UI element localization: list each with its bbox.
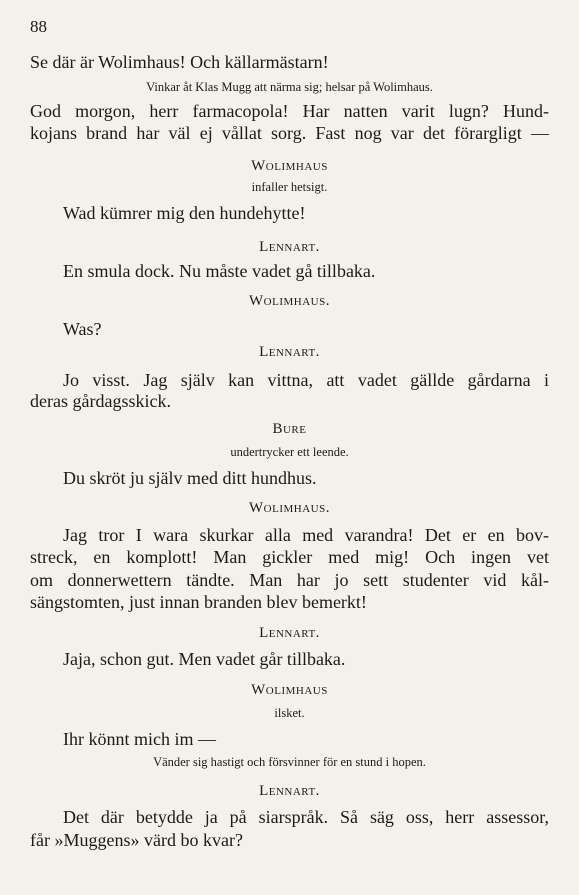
speech-line: Jo visst. Jag själv kan vittna, att vadet gällde gårdarna i (63, 370, 549, 390)
speech-line: får »Muggens» värd bo kvar? (30, 830, 243, 850)
speaker-name: Wolimhaus. (249, 500, 330, 516)
speech-line: Jaja, schon gut. Men vadet går tillbaka. (63, 649, 346, 669)
speech-line: Jag tror I wara skurkar alla med varandra! Det er en bov- (63, 525, 549, 545)
speaker-name: Wolimhaus (251, 158, 328, 174)
speech-line: God morgon, herr farmacopola! Har natten varit lugn? Hund- (30, 101, 549, 121)
stage-direction: Vinkar åt Klas Mugg att närma sig; helsar på Wolimhaus. (146, 80, 433, 94)
speaker-name: Lennart. (259, 625, 320, 641)
speech-line: Se där är Wolimhaus! Och källarmästarn! (30, 52, 329, 72)
speaker-name: Lennart. (259, 344, 320, 360)
speech-line: Was? (63, 319, 102, 339)
stage-direction: infaller hetsigt. (251, 180, 328, 194)
speech-line: om donnerwettern tändte. Man har jo sett studenter vid kål- (30, 570, 549, 590)
speech-line: En smula dock. Nu måste vadet gå tillbaka. (63, 261, 376, 281)
speaker-name: Lennart. (259, 239, 320, 255)
speaker-name: Wolimhaus (251, 682, 328, 698)
speech-line: deras gårdagsskick. (30, 391, 171, 411)
stage-direction: Vänder sig hastigt och försvinner för en stund i hopen. (153, 755, 426, 769)
speech-line: Det där betydde ja på siarspråk. Så säg oss, herr assessor, (63, 807, 549, 827)
page-number: 88 (30, 17, 47, 36)
speaker-name: Wolimhaus. (249, 293, 330, 309)
speaker-name: Bure (272, 421, 307, 437)
speech-line: streck, en komplott! Man gickler med mig! Och ingen vet (30, 547, 549, 567)
speaker-name: Lennart. (259, 783, 320, 799)
stage-direction: ilsket. (274, 706, 305, 720)
speech-line: sängstomten, just innan branden blev bemerkt! (30, 592, 367, 612)
speech-line: Ihr könnt mich im — (63, 729, 216, 749)
speech-line: Du skröt ju själv med ditt hundhus. (63, 468, 317, 488)
stage-direction: undertrycker ett leende. (230, 445, 349, 459)
speech-line: kojans brand har väl ej vållat sorg. Fast nog var det förargligt — (30, 123, 549, 143)
speech-line: Wad kümrer mig den hundehytte! (63, 203, 306, 223)
